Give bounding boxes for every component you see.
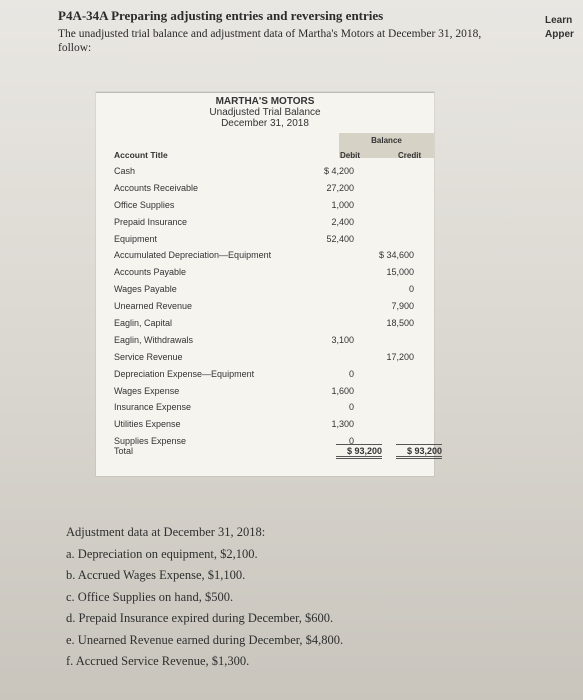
adjustment-item: e. Unearned Revenue earned during December, $4,800. <box>66 632 344 647</box>
balance-label: Balance <box>371 136 402 145</box>
table-row <box>96 165 434 182</box>
debit-cell: 0 <box>348 402 354 413</box>
table-row <box>96 266 434 283</box>
account-cell: Equipment <box>114 233 158 244</box>
trial-balance-table <box>96 92 442 476</box>
debit-cell: 3,100 <box>331 334 354 345</box>
account-cell: Accumulated Depreciation—Equipment <box>114 250 272 261</box>
table-row <box>96 334 434 351</box>
credit-cell: 18,500 <box>386 318 414 329</box>
table-row <box>96 401 434 418</box>
trial-balance-header <box>96 93 434 129</box>
table-row <box>96 317 434 334</box>
account-cell: Prepaid Insurance <box>114 216 188 227</box>
adjustment-data <box>66 522 343 673</box>
table-row <box>96 368 434 385</box>
account-cell: Wages Payable <box>114 284 177 295</box>
account-cell: Accounts Receivable <box>114 182 199 193</box>
total-debit: $ 93,200 <box>336 444 382 459</box>
table-row <box>96 249 434 266</box>
problem-title: P4A-34A Preparing adjusting entries and reversing entries <box>58 8 384 23</box>
problem-header <box>58 8 528 55</box>
account-cell: Office Supplies <box>114 199 175 210</box>
statement-title: Unadjusted Trial Balance <box>209 107 321 118</box>
account-cell: Eaglin, Withdrawals <box>114 334 194 345</box>
account-cell: Supplies Expense <box>114 436 187 447</box>
account-cell: Wages Expense <box>114 385 180 396</box>
table-row <box>96 351 434 368</box>
account-cell: Utilities Expense <box>114 419 181 430</box>
adjustments-heading: Adjustment data at December 31, 2018: <box>66 525 266 539</box>
side-tab-line-2: Apper <box>545 29 574 40</box>
debit-header: Debit <box>340 151 360 160</box>
credit-cell: 7,900 <box>391 301 414 312</box>
debit-cell: 1,000 <box>331 199 354 210</box>
credit-cell: 15,000 <box>386 267 414 278</box>
adjustment-item: b. Accrued Wages Expense, $1,100. <box>66 568 246 582</box>
account-cell: Accounts Payable <box>114 267 187 278</box>
side-tab-line-1: Learn <box>545 15 573 26</box>
debit-cell: 0 <box>348 368 354 379</box>
debit-cell: 0 <box>348 436 354 447</box>
adjustment-item: c. Office Supplies on hand, $500. <box>66 589 234 604</box>
account-cell: Depreciation Expense—Equipment <box>114 368 255 379</box>
table-row <box>96 233 434 250</box>
debit-cell: 52,400 <box>326 233 354 244</box>
debit-cell: $ 4,200 <box>323 166 354 176</box>
company-name: MARTHA'S MOTORS <box>215 96 315 107</box>
total-row <box>96 443 442 461</box>
trial-balance-rows <box>96 165 434 452</box>
credit-cell: 0 <box>408 284 414 295</box>
account-cell: Insurance Expense <box>114 402 192 413</box>
table-row <box>96 418 434 435</box>
account-cell: Cash <box>114 166 136 176</box>
credit-cell: $ 34,600 <box>378 250 414 261</box>
table-row <box>96 216 434 233</box>
total-credit: $ 93,200 <box>396 444 442 459</box>
table-row <box>96 283 434 300</box>
table-row <box>96 300 434 317</box>
account-title-header: Account Title <box>114 150 168 160</box>
side-tab <box>545 14 583 42</box>
table-row <box>96 182 434 199</box>
table-row <box>96 385 434 402</box>
table-row <box>96 199 434 216</box>
account-cell: Service Revenue <box>114 351 183 362</box>
debit-cell: 2,400 <box>331 216 354 227</box>
adjustment-list <box>66 544 343 673</box>
problem-description: The unadjusted trial balance and adjustment data of Martha's Motors at December 31, 2018, follow: <box>58 28 482 54</box>
debit-cell: 1,600 <box>331 385 354 396</box>
credit-cell: 17,200 <box>386 351 414 362</box>
statement-date: December 31, 2018 <box>221 118 309 129</box>
adjustment-item: d. Prepaid Insurance expired during December, $600. <box>66 611 334 625</box>
adjustment-item: a. Depreciation on equipment, $2,100. <box>66 546 258 561</box>
credit-header: Credit <box>398 151 422 160</box>
account-cell: Unearned Revenue <box>114 301 193 312</box>
adjustment-item: f. Accrued Service Revenue, $1,300. <box>66 654 250 668</box>
account-cell: Eaglin, Capital <box>114 318 173 329</box>
total-label: Total <box>114 446 134 456</box>
debit-cell: 1,300 <box>331 419 354 430</box>
debit-cell: 27,200 <box>326 182 354 193</box>
